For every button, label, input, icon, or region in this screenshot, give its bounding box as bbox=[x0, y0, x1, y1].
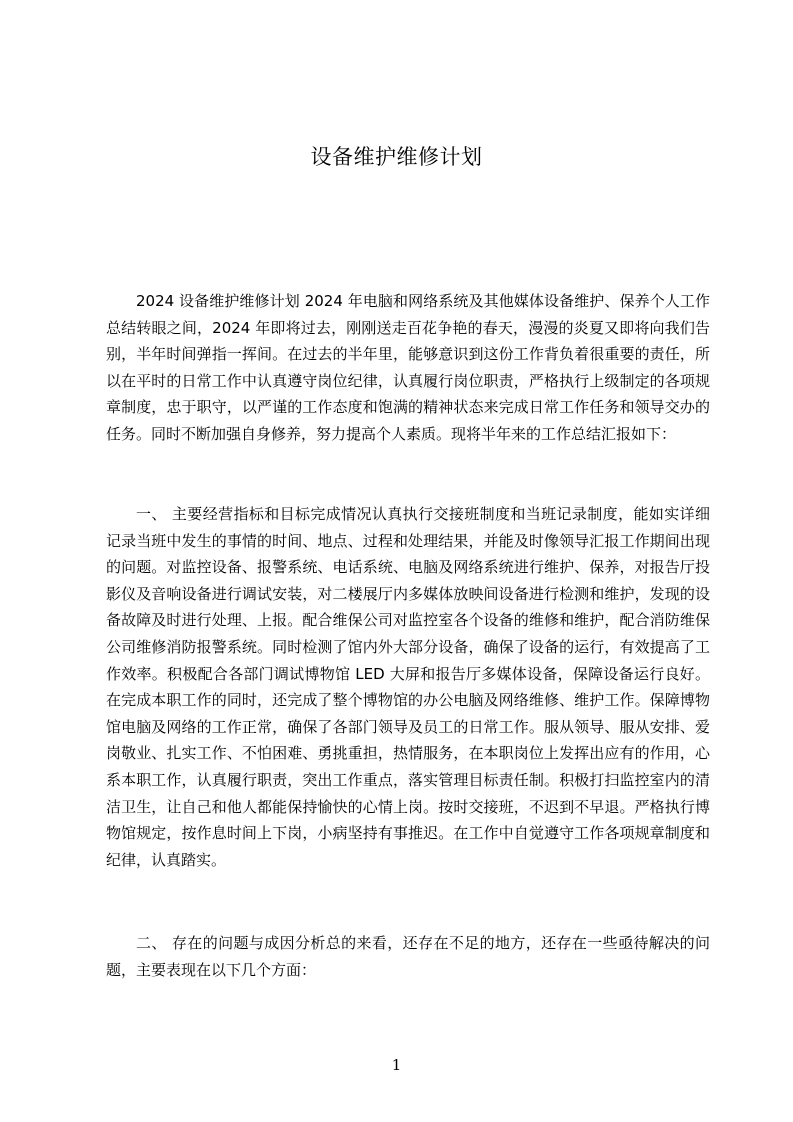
paragraph-intro: 2024 设备维护维修计划 2024 年电脑和网络系统及其他媒体设备维护、保养个人工作总结转眼之间，2024 年即将过去，刚刚送走百花争艳的春天，漫漫的炎夏又即将向我们告别，半年时间弹指一挥间。在过去的半年里，能够意识到这份工作背负着很重要的责任，所以在平时的日常工作中认真遵守岗位纪律，认真履行岗位职责，严格执行上级制定的各项规章制度，忠于职守，以严谨的工作态度和饱满的精神状态来完成日常工作任务和领导交办的任务。同时不断加强自身修养，努力提高个人素质。现将半年来的工作总结汇报如下： bbox=[106, 292, 710, 443]
page-title: 设备维护维修计划 bbox=[310, 145, 483, 169]
paragraph-section-one: 一、 主要经营指标和目标完成情况认真执行交接班制度和当班记录制度，能如实详细记录当班中发生的事情的时间、地点、过程和处理结果，并能及时像领导汇报工作期间出现的问题。对监控设备、报警系统、电话系统、电脑及网络系统进行维护、保养，对报告厅投影仪及音响设备进行调试安装，对二楼展厅内多媒体放映间设备进行检测和维护，发现的设备故障及时进行处理、上报。配合维保公司对监控室各个设备的维修和维护，配合消防维保公司维修消防报警系统。同时检测了馆内外大部分设备，确保了设备的运行，有效提高了工作效率。积极配合各部门调试博物馆 LED 大屏和报告厅多媒体设备，保障设备运行良好。在完成本职工作的同时，还完成了整个博物馆的办公电脑及网络维修、维护工作。保障博物馆电脑及网络的工作正常，确保了各部门领导及员工的日常工作。服从领导、服从安排、爱岗敬业、扎实工作、不怕困难、勇挑重担，热情服务，在本职岗位上发挥出应有的作用，心系本职工作，认真履行职责，突出工作重点，落实管理目标责任制。积极打扫监控室内的清洁卫生，让自己和他人都能保持愉快的心情上岗。按时交接班，不迟到不早退。严格执行博物馆规定，按作息时间上下岗，小病坚持有事推迟。在工作中自觉遵守工作各项规章制度和纪律，认真踏实。 bbox=[106, 505, 710, 869]
page-number: 1 bbox=[391, 1056, 402, 1074]
paragraph-section-two: 二、 存在的问题与成因分析总的来看，还存在不足的地方，还存在一些亟待解决的问题，主要表现在以下几个方面： bbox=[106, 934, 710, 979]
